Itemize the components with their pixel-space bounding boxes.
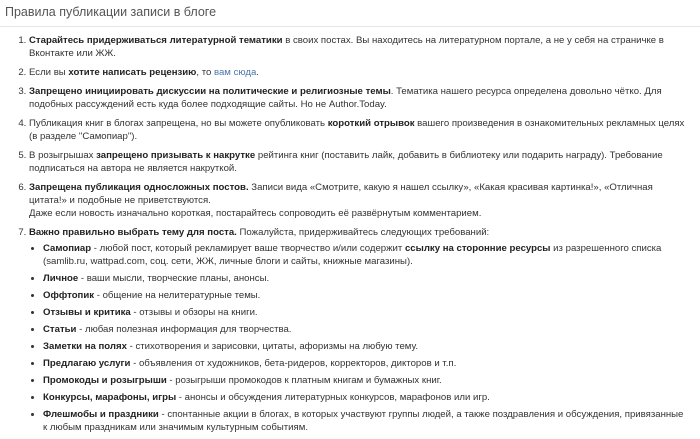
topic-item: • Конкурсы, марафоны, игры - анонсы и обсуждения литературных конкурсов, марафонов или игр. — [43, 391, 688, 404]
page-title-text: Правила публикации записи в блоге — [5, 5, 217, 19]
topic-item: • Промокоды и розыгрыши - розыгрыши промокодов к платным книгам и бумажных книг. — [43, 374, 688, 387]
topic-item: • Самопиар - любой пост, который рекламирует ваше творчество и/или содержит ссылку на сторонние ресурсы из разрешенного списка (samlib.ru, wattpad.com, соц. сети, ЖЖ, личные блоги и сайты, книжные магазины). — [43, 242, 688, 268]
rule-item-3: 3. Запрещено инициировать дискуссии на политические и религиозные темы. Тематика нашего ресурса определена довольно чётко. Для подобных рассуждений есть куда более подходящие сайты. Но не Author.Today. — [29, 85, 688, 111]
topic-item: • Статьи - любая полезная информация для творчества. — [43, 323, 688, 336]
topic-item: • Оффтопик - общение на нелитературные темы. — [43, 289, 688, 302]
rule-item-7: 7. Важно правильно выбрать тему для поста. Пожалуйста, придерживайтесь следующих требований: • Самопиар - любой пост, который рекламирует ваше творчество и/или содержит ссылку на сторонние ресурсы из разрешенного списка (samlib.ru, wattpad.com, соц. сети, ЖЖ, личные блоги и сайты, книжные магазины). • Личное - ваши мысли, творческие планы, анонсы. • Оффтопик - общение на нелитературные темы. • Отзывы и критика - отзывы и обзоры на книги. • Статьи - любая полезная информация для творчества. • Заметки на полях - стихотворения и зарисовки, цитаты, афоризмы на любую тему. • Предлагаю услуги - объявления от художников, бета-ридеров, корректоров, дикторов и т.п. • Промокоды и розыгрыши - розыгрыши промокодов к платным книгам и бумажных книг. • Конкурсы, марафоны, игры - анонсы и обсуждения литературных конкурсов, марафонов или игр. • Флешмобы и праздники - спонтанные акции в блогах, в которых участвуют группы людей, а также поздравления и обсуждения, привязанные к любым праздникам или значимым культурным событиям. — [29, 226, 688, 434]
reviews-link[interactable]: вам сюда — [213, 67, 257, 78]
topic-item: • Отзывы и критика - отзывы и обзоры на книги. — [43, 306, 688, 319]
rule-item-1: 1. Старайтесь придерживаться литературной тематики в своих постах. Вы находитесь на литературном портале, а не у себя на страничке в Вконтакте или ЖЖ. — [29, 34, 688, 60]
rules-content — [0, 27, 700, 434]
page-title — [0, 0, 700, 27]
rule-item-4: 4. Публикация книг в блогах запрещена, но вы можете опубликовать короткий отрывок вашего произведения в ознакомительных рекламных целях (в разделе "Самопиар"). — [29, 117, 688, 143]
rule-item-6: 6. Запрещена публикация односложных постов. Записи вида «Смотрите, какую я нашел ссылку», «Какая красивая картинка!», «Отличная цитата!» и подобные не приветствуются. Даже если новость изначально короткая, постарайтесь сопроводить её развёрнутым комментарием. — [29, 181, 688, 220]
rule-item-5: 5. В розыгрышах запрещено призывать к накрутке рейтинга книг (поставить лайк, добавить в библиотеку или подарить награду). Требование подписаться на автора не является накруткой. — [29, 149, 688, 175]
topics-list — [29, 242, 688, 434]
rules-list — [9, 34, 688, 434]
rule-6-note: Даже если новость изначально короткая, постарайтесь сопроводить её развёрнутым комментарием. — [29, 208, 482, 219]
topic-item: • Флешмобы и праздники - спонтанные акции в блогах, в которых участвуют группы людей, а также поздравления и обсуждения, привязанные к любым праздникам или значимым культурным событиям. — [43, 408, 688, 434]
rule-item-2: 2. Если вы хотите написать рецензию, то вам сюда. — [29, 66, 688, 79]
topic-item: • Предлагаю услуги - объявления от художников, бета-ридеров, корректоров, дикторов и т.п. — [43, 357, 688, 370]
topic-item: • Личное - ваши мысли, творческие планы, анонсы. — [43, 272, 688, 285]
topic-item: • Заметки на полях - стихотворения и зарисовки, цитаты, афоризмы на любую тему. — [43, 340, 688, 353]
